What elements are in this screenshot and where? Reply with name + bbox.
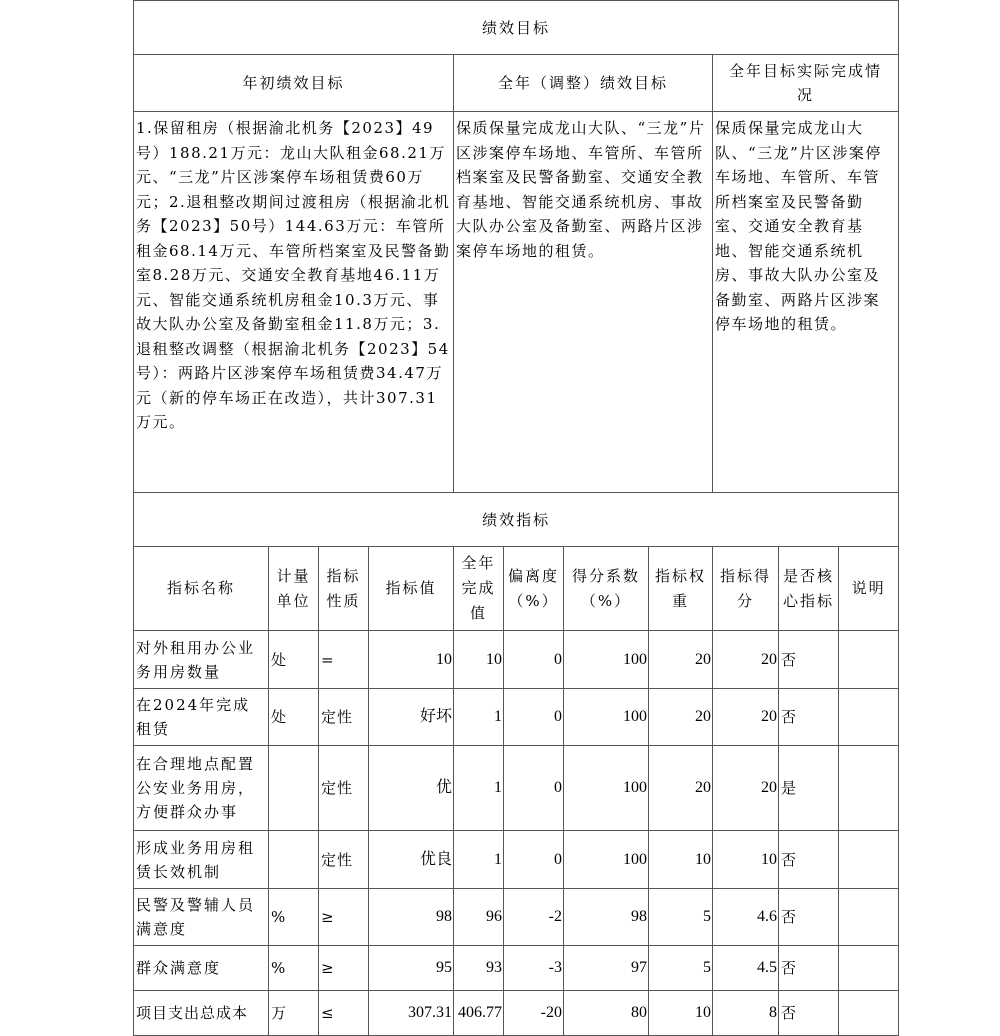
- metric-nature: 定性: [319, 746, 369, 831]
- metric-unit: 处: [269, 631, 319, 689]
- metric-weight: 5: [649, 889, 713, 946]
- metric-coefficient: 100: [564, 689, 649, 746]
- metric-score: 20: [713, 746, 779, 831]
- metric-core: 否: [779, 631, 839, 689]
- metric-actual: 1: [454, 746, 504, 831]
- metric-coefficient: 80: [564, 991, 649, 1036]
- metric-actual: 10: [454, 631, 504, 689]
- metric-note: [839, 689, 899, 746]
- metric-unit: 万: [269, 991, 319, 1036]
- metric-score: 10: [713, 831, 779, 889]
- metric-row: [134, 689, 899, 746]
- metric-deviation: 0: [504, 631, 564, 689]
- metric-coefficient: 100: [564, 831, 649, 889]
- metric-coefficient: 98: [564, 889, 649, 946]
- metric-row: [134, 631, 899, 689]
- column-header-score: 指标得分: [713, 547, 779, 631]
- metric-note: [839, 631, 899, 689]
- metric-score: 20: [713, 631, 779, 689]
- metric-unit: 处: [269, 689, 319, 746]
- metric-row: [134, 889, 899, 946]
- metric-deviation: 0: [504, 689, 564, 746]
- metric-core: 否: [779, 689, 839, 746]
- metric-score: 8: [713, 991, 779, 1036]
- metric-name: 形成业务用房租赁长效机制: [134, 831, 269, 889]
- metric-coefficient: 100: [564, 631, 649, 689]
- initial-goal-text: 1.保留租房（根据渝北机务【2023】49号）188.21万元：龙山大队租金68.21万元、“三龙”片区涉案停车场租赁费60万元；2.退租整改期间过渡租房（根据渝北机务【2023】50号）144.63万元：车管所租金68.14万元、车管所档案室及民警备勤室8.28万元、交通安全教育基地46.11万元、智能交通系统机房租金10.3万元、事故大队办公室及备勤室租金11.8万元；3.退租整改调整（根据渝北机务【2023】54号）：两路片区涉案停车场租赁费34.47万元（新的停车场正在改造），共计307.31万元。: [134, 112, 454, 493]
- metric-target: 优良: [369, 831, 454, 889]
- metric-name: 群众满意度: [134, 946, 269, 991]
- metric-coefficient: 100: [564, 746, 649, 831]
- metric-name: 对外租用办公业务用房数量: [134, 631, 269, 689]
- column-header-name: 指标名称: [134, 547, 269, 631]
- metric-deviation: 0: [504, 746, 564, 831]
- adjusted-goal-header: 全年（调整）绩效目标: [454, 55, 713, 112]
- metric-note: [839, 746, 899, 831]
- metric-name: 在合理地点配置公安业务用房，方便群众办事: [134, 746, 269, 831]
- metric-nature: =: [319, 631, 369, 689]
- column-header-core: 是否核心指标: [779, 547, 839, 631]
- metric-row: [134, 991, 899, 1036]
- column-header-note: 说明: [839, 547, 899, 631]
- metric-unit: %: [269, 889, 319, 946]
- column-header-target: 指标值: [369, 547, 454, 631]
- column-header-nature: 指标性质: [319, 547, 369, 631]
- metric-weight: 10: [649, 991, 713, 1036]
- metric-target: 好坏: [369, 689, 454, 746]
- metric-target: 307.31: [369, 991, 454, 1036]
- metrics-section-title: 绩效指标: [134, 493, 899, 547]
- metric-unit: [269, 831, 319, 889]
- metric-note: [839, 831, 899, 889]
- column-header-unit: 计量单位: [269, 547, 319, 631]
- metric-weight: 20: [649, 746, 713, 831]
- metric-row: [134, 946, 899, 991]
- metric-actual: 1: [454, 689, 504, 746]
- column-header-coefficient: 得分系数（%）: [564, 547, 649, 631]
- metric-deviation: 0: [504, 831, 564, 889]
- metric-target: 优: [369, 746, 454, 831]
- metric-unit: %: [269, 946, 319, 991]
- metric-deviation: -20: [504, 991, 564, 1036]
- metric-target: 95: [369, 946, 454, 991]
- metric-deviation: -2: [504, 889, 564, 946]
- metric-name: 民警及警辅人员满意度: [134, 889, 269, 946]
- metric-weight: 20: [649, 631, 713, 689]
- metric-actual: 93: [454, 946, 504, 991]
- metric-target: 10: [369, 631, 454, 689]
- metric-nature: ≤: [319, 991, 369, 1036]
- metric-row: [134, 746, 899, 831]
- metric-note: [839, 991, 899, 1036]
- metric-actual: 96: [454, 889, 504, 946]
- metric-weight: 5: [649, 946, 713, 991]
- actual-completion-text: 保质保量完成龙山大队、“三龙”片区涉案停车场地、车管所、车管所档案室及民警备勤室、交通安全教育基地、智能交通系统机房、事故大队办公室及备勤室、两路片区涉案停车场地的租赁。: [713, 112, 899, 493]
- metric-core: 否: [779, 991, 839, 1036]
- metric-unit: [269, 746, 319, 831]
- performance-sheet: [133, 0, 898, 1036]
- metric-target: 98: [369, 889, 454, 946]
- metrics-header-row: [134, 547, 899, 631]
- metric-core: 是: [779, 746, 839, 831]
- metric-note: [839, 946, 899, 991]
- goals-section-title: 绩效目标: [134, 1, 899, 55]
- performance-goals-table: [133, 0, 899, 493]
- column-header-deviation: 偏离度（%）: [504, 547, 564, 631]
- metric-nature: 定性: [319, 689, 369, 746]
- metric-actual: 1: [454, 831, 504, 889]
- metric-deviation: -3: [504, 946, 564, 991]
- metric-coefficient: 97: [564, 946, 649, 991]
- metric-nature: ≥: [319, 889, 369, 946]
- metric-nature: 定性: [319, 831, 369, 889]
- metric-name: 在2024年完成租赁: [134, 689, 269, 746]
- metric-score: 4.6: [713, 889, 779, 946]
- adjusted-goal-text: 保质保量完成龙山大队、“三龙”片区涉案停车场地、车管所、车管所档案室及民警备勤室、交通安全教育基地、智能交通系统机房、事故大队办公室及备勤室、两路片区涉案停车场地的租赁。: [454, 112, 713, 493]
- performance-metrics-table: [133, 492, 899, 1036]
- metric-actual: 406.77: [454, 991, 504, 1036]
- metric-score: 4.5: [713, 946, 779, 991]
- metric-name: 项目支出总成本: [134, 991, 269, 1036]
- metric-weight: 10: [649, 831, 713, 889]
- column-header-actual: 全年完成值: [454, 547, 504, 631]
- metric-note: [839, 889, 899, 946]
- metric-nature: ≥: [319, 946, 369, 991]
- metric-score: 20: [713, 689, 779, 746]
- metric-core: 否: [779, 831, 839, 889]
- initial-goal-header: 年初绩效目标: [134, 55, 454, 112]
- actual-completion-header: 全年目标实际完成情况: [713, 55, 899, 112]
- column-header-weight: 指标权重: [649, 547, 713, 631]
- metric-core: 否: [779, 946, 839, 991]
- metric-row: [134, 831, 899, 889]
- metric-weight: 20: [649, 689, 713, 746]
- metric-core: 否: [779, 889, 839, 946]
